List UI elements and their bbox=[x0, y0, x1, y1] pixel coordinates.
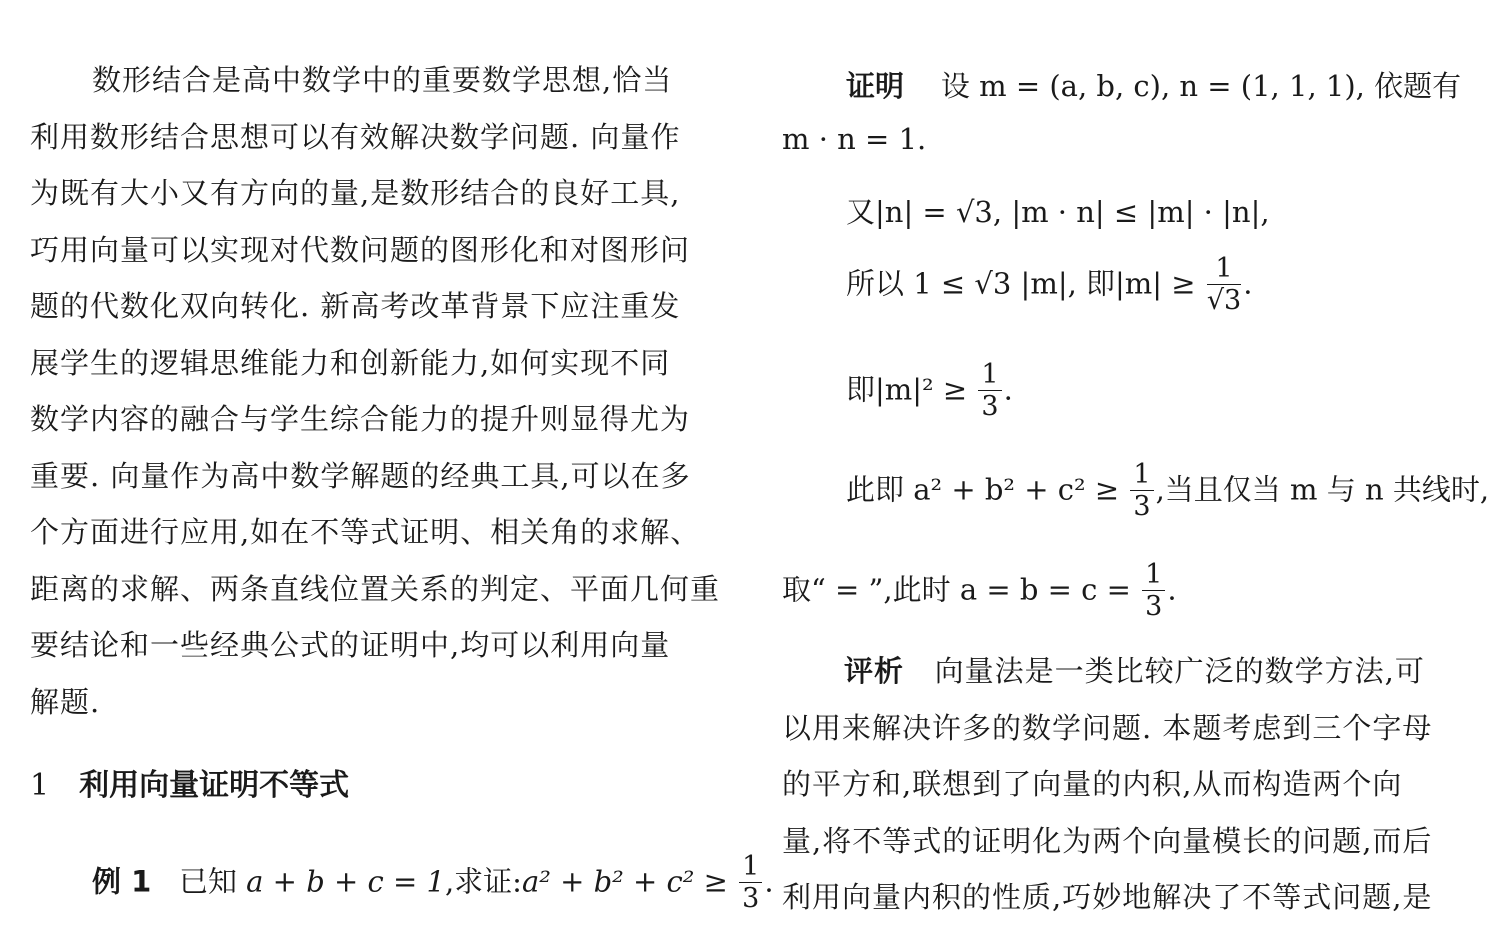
example-fraction bbox=[739, 852, 762, 915]
proof-line-5-text: 即|m|² ≥ bbox=[846, 372, 968, 407]
proof-line-4-text: 所以 1 ≤ √3 |m|, 即|m| ≥ bbox=[846, 266, 1196, 301]
proof-line-6 bbox=[846, 460, 1489, 523]
fraction-denominator: √3 bbox=[1206, 285, 1242, 316]
fraction-numerator: 1 bbox=[739, 852, 762, 883]
intro-line: 为既有大小又有方向的量,是数形结合的良好工具, bbox=[30, 176, 681, 210]
fraction-numerator: 1 bbox=[978, 360, 1001, 391]
fraction-denominator: 3 bbox=[742, 883, 760, 914]
proof-line-3: 又|n| = √3, |m · n| ≤ |m| · |n|, bbox=[846, 195, 1270, 229]
intro-line: 利用数形结合思想可以有效解决数学问题. 向量作 bbox=[30, 119, 681, 154]
intro-line: 距离的求解、两条直线位置关系的判定、平面几何重 bbox=[30, 571, 721, 606]
example-text-a: 已知 bbox=[178, 864, 237, 899]
intro-line: 要结论和一些经典公式的证明中,均可以利用向量 bbox=[30, 628, 671, 662]
proof-line-7: 取“ = ”,此时 a = b = c = $\frac{1}{3}$ . bbox=[782, 559, 1177, 622]
intro-line: 数形结合是高中数学中的重要数学思想,恰当 bbox=[92, 63, 673, 97]
intro-line: 重要. 向量作为高中数学解题的经典工具,可以在多 bbox=[30, 458, 691, 493]
intro-line: 解题. bbox=[30, 684, 101, 719]
example-text-b: ,求证: bbox=[444, 864, 522, 899]
intro-line: 展学生的逻辑思维能力和创新能力,如何实现不同 bbox=[30, 345, 671, 380]
comment-label: 评析 bbox=[844, 654, 905, 688]
intro-line: 数学内容的融合与学生综合能力的提升则显得尤为 bbox=[30, 402, 691, 436]
proof-line-2: m · n = 1. bbox=[782, 122, 927, 156]
example-inequality: a² + b² + c² ≥ bbox=[521, 864, 728, 899]
comment-line: 向量法是一类比较广泛的数学方法,可 bbox=[934, 654, 1425, 688]
comment-line: 以用来解决许多的数学问题. 本题考虑到三个字母 bbox=[782, 710, 1433, 745]
example-label: 例 1 bbox=[92, 864, 152, 899]
proof-line-6-fraction bbox=[1130, 460, 1153, 523]
proof-line-4: 所以 1 ≤ √3 |m|, 即|m| ≥ $\frac{1}{√3}$ . bbox=[846, 253, 1253, 316]
proof-line-7-fraction bbox=[1142, 560, 1165, 623]
fraction-numerator: 1 bbox=[1207, 254, 1241, 285]
proof-line-5-fraction bbox=[978, 360, 1001, 423]
proof-line-1 bbox=[846, 64, 1461, 105]
comment-paragraph bbox=[782, 643, 1470, 926]
proof-line-7-text: 取“ = ”,此时 a = b = c = bbox=[782, 572, 1131, 607]
comment-block bbox=[782, 643, 1470, 926]
fraction-numerator: 1 bbox=[1130, 460, 1153, 491]
fraction-denominator: 3 bbox=[1145, 591, 1163, 622]
intro-line: 个方面进行应用,如在不等式证明、相关角的求解、 bbox=[30, 515, 701, 549]
left-column bbox=[30, 52, 720, 730]
intro-line: 题的代数化双向转化. 新高考改革背景下应注重发 bbox=[30, 289, 681, 323]
proof-line-6-text: 此即 a² + b² + c² ≥ bbox=[846, 472, 1120, 507]
fraction-denominator: 3 bbox=[1133, 491, 1151, 522]
proof-line-5: 即|m|² ≥ $\frac{1}{3}$ . bbox=[846, 359, 1013, 422]
fraction-denominator: 3 bbox=[981, 391, 999, 422]
fraction-numerator: 1 bbox=[1142, 560, 1165, 591]
intro-paragraph bbox=[30, 52, 720, 730]
intro-line: 巧用向量可以实现对代数问题的图形化和对图形问 bbox=[30, 232, 691, 267]
section-title: 利用向量证明不等式 bbox=[79, 768, 350, 803]
proof-line-6-tail: ,当且仅当 m 与 n 共线时, bbox=[1155, 472, 1490, 507]
section-number: 1 bbox=[30, 768, 50, 803]
proof-label: 证明 bbox=[846, 69, 905, 103]
comment-line: 量,将不等式的证明化为两个向量模长的问题,而后 bbox=[782, 823, 1433, 858]
example-1: 例 1 已知 a + b + c = 1,求证:a² + b² + c² ≥ $\frac{1}{3}$ . bbox=[92, 851, 774, 914]
proof-text: 设 m = (a, b, c), n = (1, 1, 1), 依题有 bbox=[940, 69, 1462, 103]
section-heading bbox=[30, 760, 349, 804]
comment-line: 利用向量内积的性质,巧妙地解决了不等式问题,是 bbox=[782, 880, 1433, 914]
example-equation: a + b + c = 1 bbox=[246, 864, 445, 899]
proof-line-4-fraction bbox=[1207, 254, 1241, 317]
comment-line: 的平方和,联想到了向量的内积,从而构造两个向 bbox=[782, 767, 1403, 801]
